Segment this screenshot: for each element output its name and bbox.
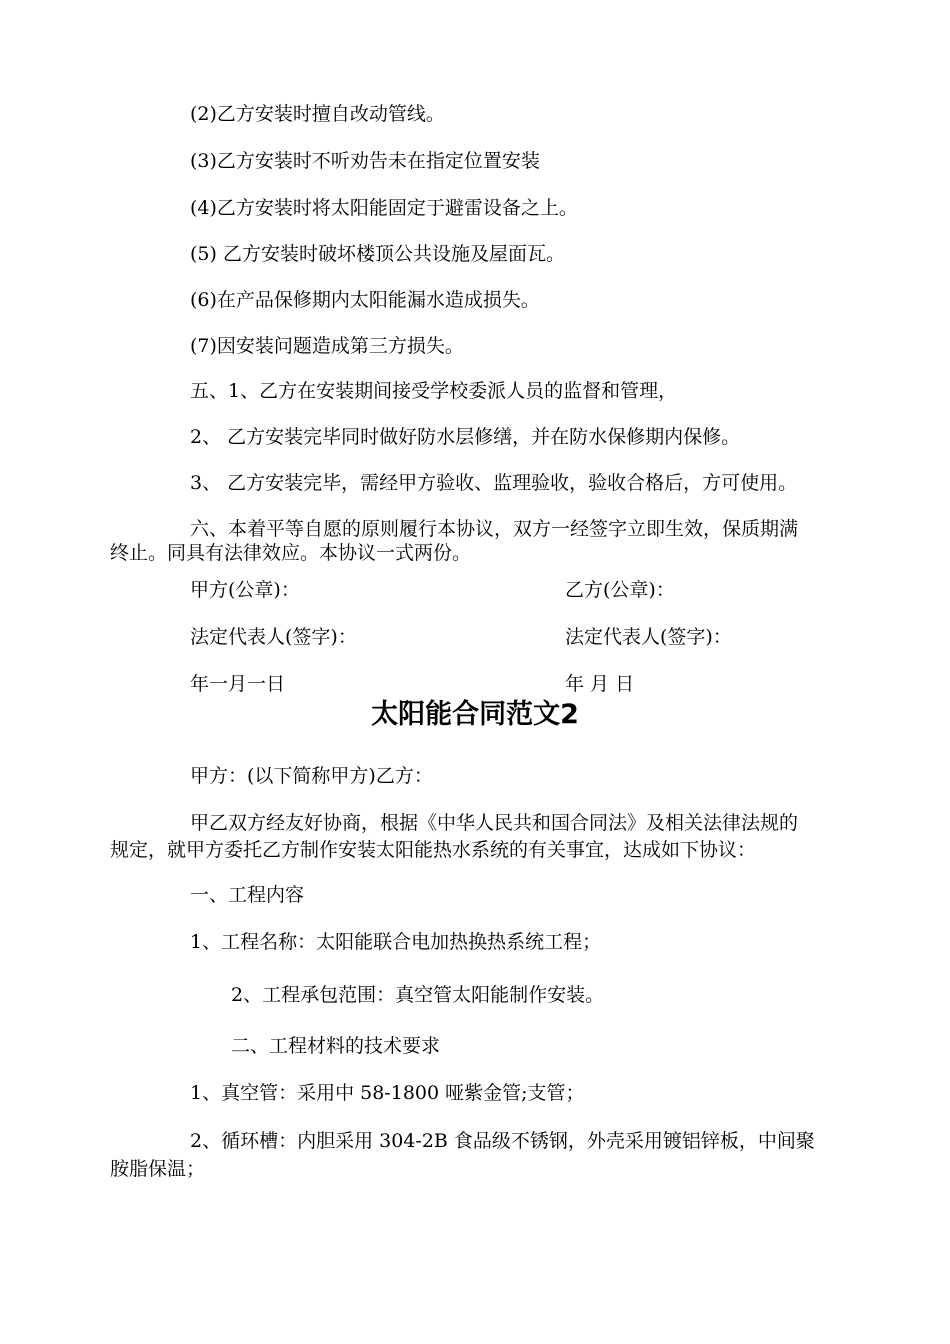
clause-item-7: (7)因安装问题造成第三方损失。 — [190, 335, 464, 357]
section-six-line-1: 六、本着平等自愿的原则履行本协议，双方一经签字立即生效，保质期满 — [190, 518, 799, 540]
material-tank-line-2: 胺脂保温； — [110, 1158, 206, 1180]
material-tank-line-1: 2、循环槽：内胆采用 304-2B 食品级不锈钢，外壳采用镀铝锌板，中间聚 — [190, 1130, 815, 1152]
material-vacuum-tube: 1、真空管：采用中 58-1800 哑紫金管;支管； — [190, 1082, 585, 1104]
clause-item-2: (2)乙方安装时擅自改动管线。 — [190, 103, 445, 125]
section-five-item-2: 2、 乙方安装完毕同时做好防水层修缮，并在防水保修期内保修。 — [190, 426, 741, 448]
section-six-line-2: 终止。同具有法律效应。本协议一式两份。 — [110, 542, 472, 564]
heading-material-requirements: 二、工程材料的技术要求 — [231, 1035, 441, 1057]
section-five-item-3: 3、 乙方安装完毕，需经甲方验收、监理验收，验收合格后，方可使用。 — [190, 472, 798, 494]
heading-project-content: 一、工程内容 — [190, 884, 305, 906]
party-b-seal: 乙方(公章)： — [565, 579, 675, 601]
clause-item-3: (3)乙方安装时不听劝告未在指定位置安装 — [190, 150, 540, 172]
party-a-date: 年一月一日 — [190, 673, 286, 695]
clause-item-4: (4)乙方安装时将太阳能固定于避雷设备之上。 — [190, 197, 578, 219]
project-scope: 2、工程承包范围：真空管太阳能制作安装。 — [231, 984, 605, 1006]
party-b-representative: 法定代表人(签字)： — [565, 626, 732, 648]
party-a-seal: 甲方(公章)： — [190, 579, 300, 601]
clause-item-5: (5) 乙方安装时破坏楼顶公共设施及屋面瓦。 — [190, 243, 565, 265]
intro-line-1: 甲乙双方经友好协商，根据《中华人民共和国合同法》及相关法律法规的 — [190, 812, 799, 834]
section-title: 太阳能合同范文2 — [371, 699, 579, 730]
section-five-item-1: 五、1、乙方在安装期间接受学校委派人员的监督和管理， — [190, 380, 678, 402]
parties-line: 甲方：(以下简称甲方)乙方： — [190, 765, 433, 787]
intro-line-2: 规定，就甲方委托乙方制作安装太阳能热水系统的有关事宜，达成如下协议： — [110, 839, 757, 861]
clause-item-6: (6)在产品保修期内太阳能漏水造成损失。 — [190, 289, 540, 311]
project-name: 1、工程名称：太阳能联合电加热换热系统工程； — [190, 931, 602, 953]
party-a-representative: 法定代表人(签字)： — [190, 626, 357, 648]
party-b-date: 年 月 日 — [565, 673, 635, 695]
